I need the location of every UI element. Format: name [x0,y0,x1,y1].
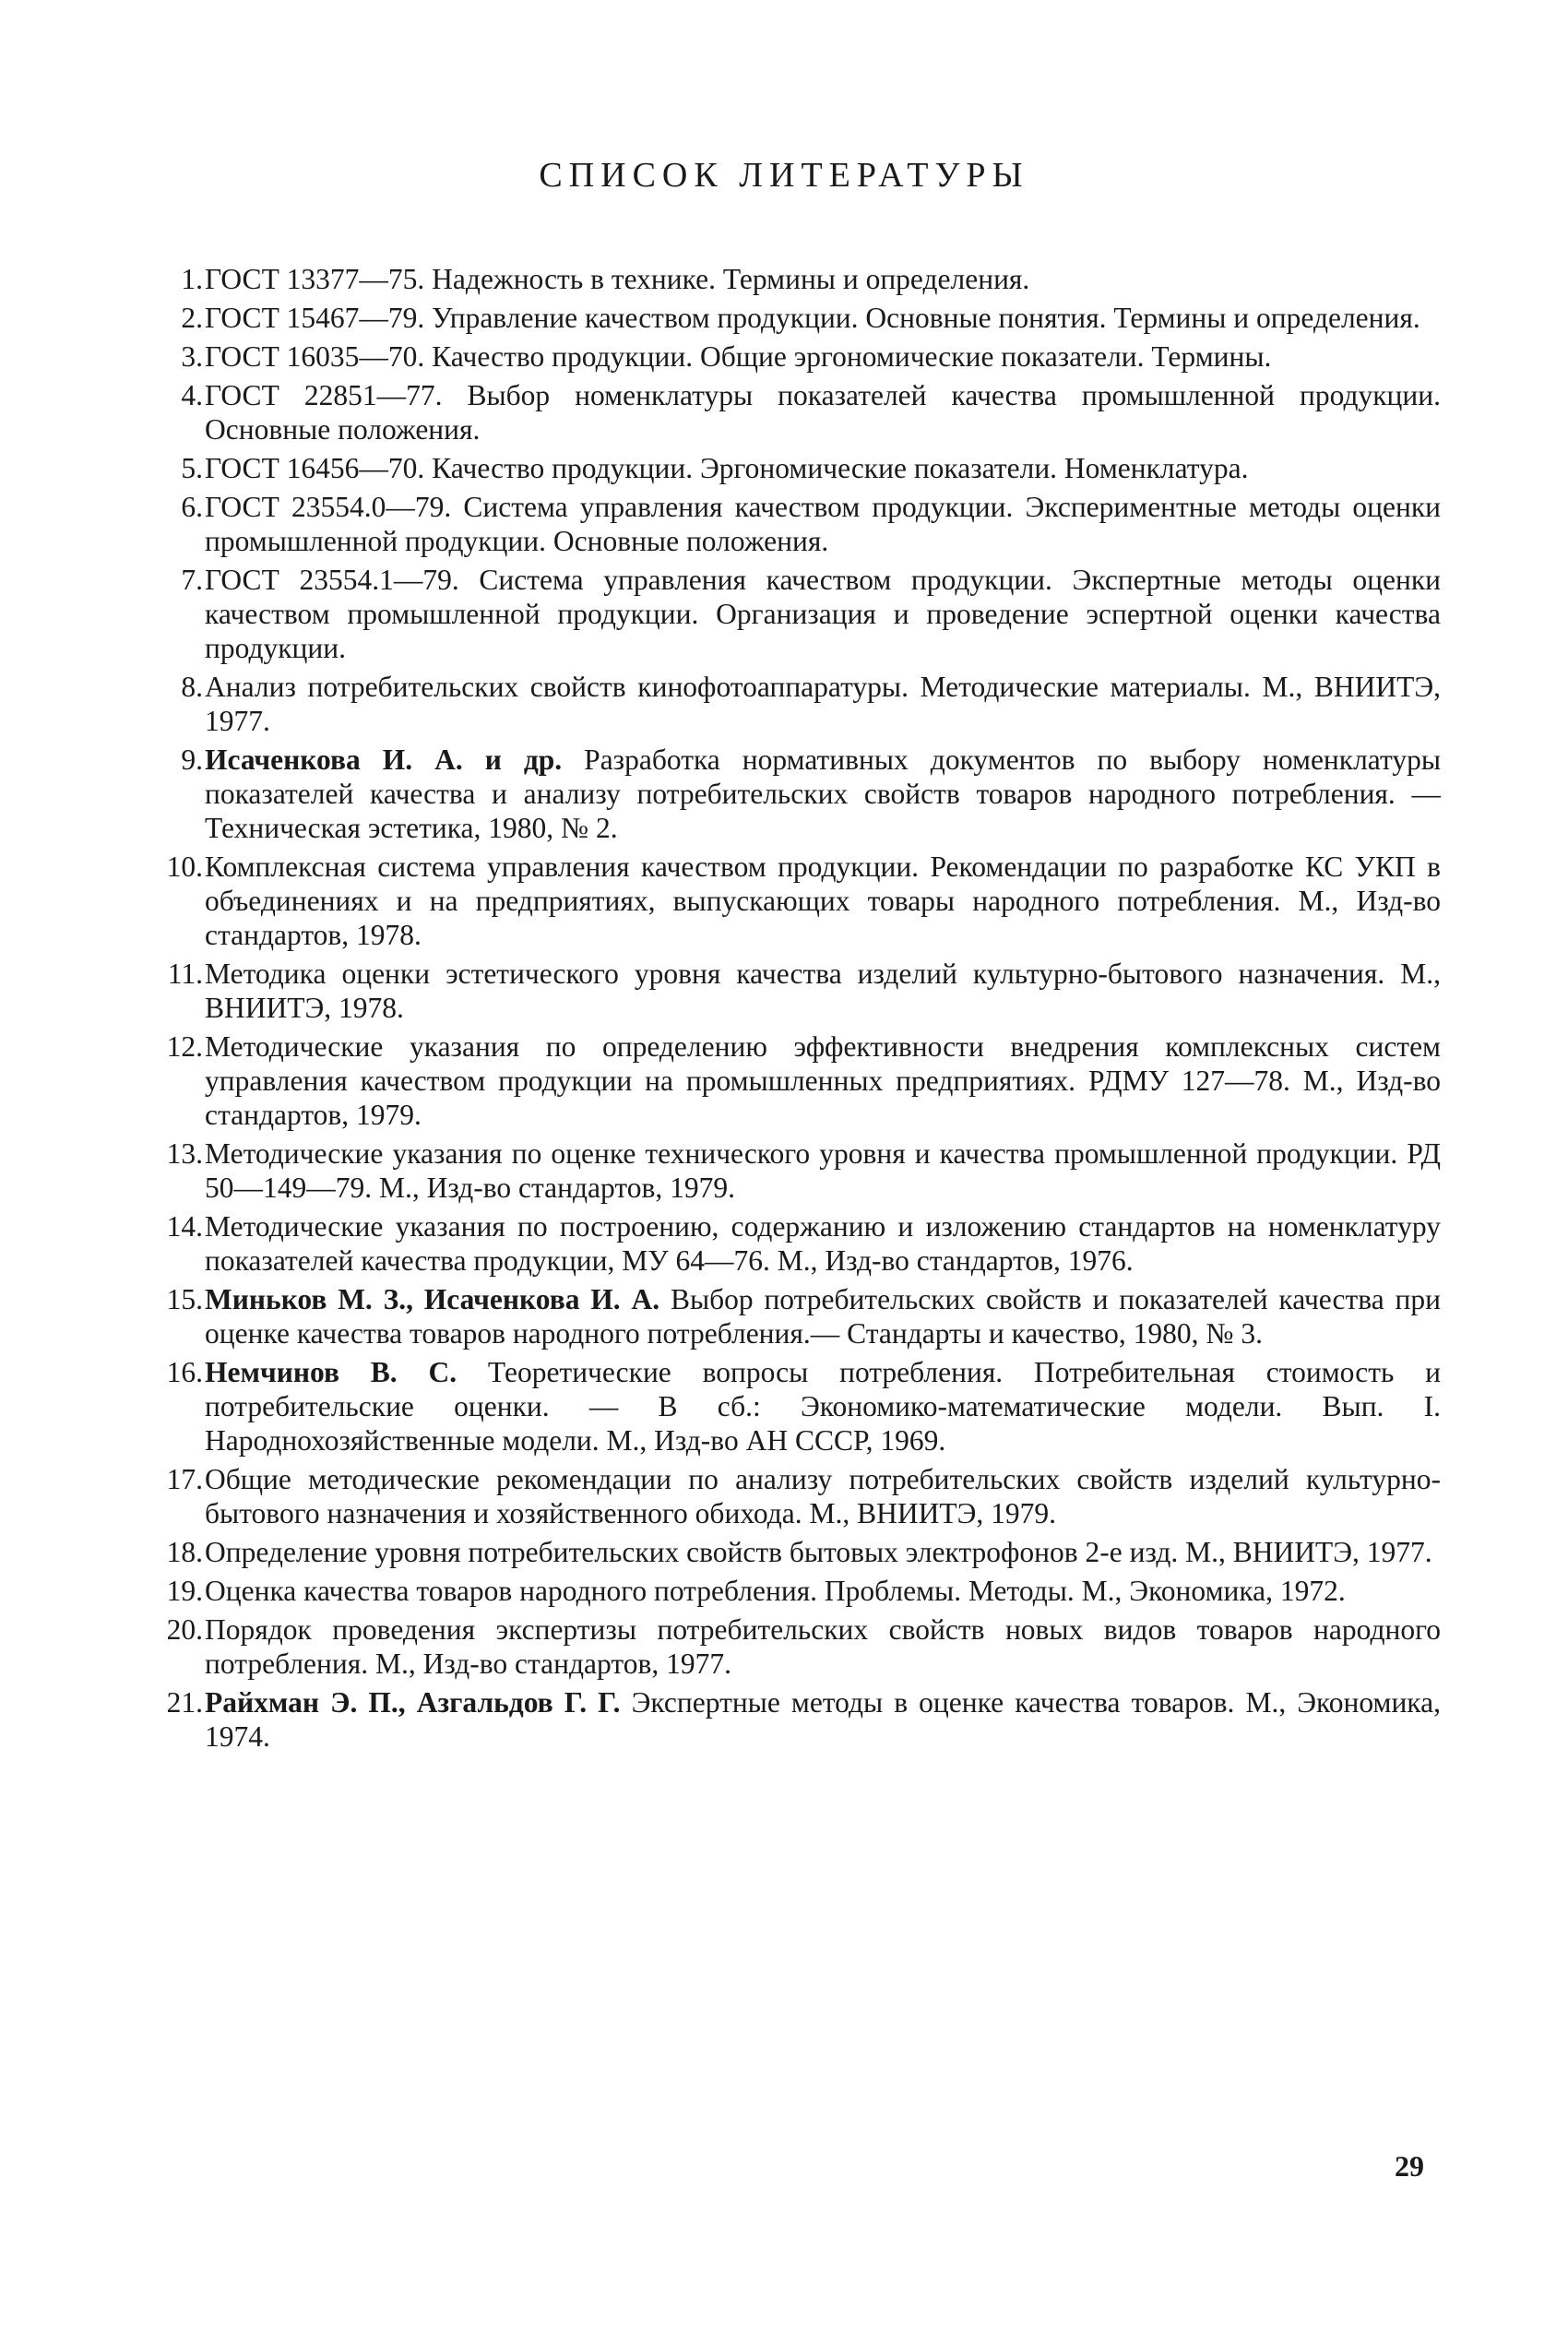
reference-text: Методические указания по оценке технического уровня и качества промышленной продукции. РД 50—149—79. М., Изд-во стандартов, 1979. [205,1137,1441,1204]
reference-item [162,1209,1441,1278]
reference-number: 9. [181,744,203,776]
reference-authors: Райхман Э. П., Азгальдов Г. Г. [205,1686,621,1719]
reference-text: Методические указания по определению эффективности внедрения комплексных систем управления качеством продукции на промышленных предприятиях. РДМУ 127—78. М., Изд-во стандартов, 1979. [205,1030,1441,1131]
reference-text: Оценка качества товаров народного потребления. Проблемы. Методы. М., Экономика, 1972. [205,1575,1346,1607]
reference-item [162,670,1441,738]
reference-number: 7. [181,564,203,596]
reference-item [162,1535,1441,1569]
reference-number: 13. [166,1137,203,1170]
reference-number: 8. [181,671,203,703]
reference-item [162,378,1441,446]
reference-number: 2. [181,302,203,334]
reference-authors: Исаченкова И. А. и др. [205,744,563,776]
reference-text: ГОСТ 16456—70. Качество продукции. Эргономические показатели. Номенклатура. [205,452,1249,484]
reference-text: ГОСТ 15467—79. Управление качеством продукции. Основные понятия. Термины и определения. [205,302,1420,334]
reference-number: 18. [166,1536,203,1568]
reference-number: 17. [166,1463,203,1495]
reference-item [162,451,1441,485]
reference-text: ГОСТ 16035—70. Качество продукции. Общие эргономические показатели. Термины. [205,340,1272,373]
reference-number: 5. [181,452,203,484]
reference-item [162,301,1441,335]
reference-item [162,1685,1441,1754]
reference-text: Анализ потребительских свойств кинофотоаппаратуры. Методические материалы. М., ВНИИТЭ, 1977. [205,671,1441,737]
reference-authors: Немчинов В. С. [205,1356,457,1388]
reference-text: Теоретические вопросы потребления. Потребительная стоимость и потребительские оценки. — В сб.: Экономико-математические модели. Вып. I. Народнохозяйственные модели. М., Изд-во АН СССР, 1969. [205,1356,1441,1457]
reference-text: Общие методические рекомендации по анализу потребительских свойств изделий культурно-бытового назначения и хозяйственного обихода. М., ВНИИТЭ, 1979. [205,1463,1441,1529]
reference-item [162,563,1441,665]
reference-text: Выбор потребительских свойств и показателей качества при оценке качества товаров народного потребления.— Стандарты и качество, 1980, № 3. [205,1283,1442,1350]
reference-number: 15. [166,1283,203,1315]
reference-number: 10. [166,851,203,883]
reference-number: 19. [166,1575,203,1607]
reference-number: 20. [166,1613,203,1646]
reference-number: 6. [181,491,203,523]
reference-number: 1. [181,263,203,295]
reference-item [162,1574,1441,1608]
reference-number: 12. [166,1030,203,1063]
reference-text: ГОСТ 13377—75. Надежность в технике. Термины и определения. [205,263,1030,295]
page-number: 29 [1395,2149,1424,2183]
reference-number: 14. [166,1210,203,1243]
reference-number: 3. [181,340,203,373]
reference-number: 4. [181,379,203,411]
reference-text: Комплексная система управления качеством продукции. Рекомендации по разработке КС УКП в объединениях и на предприятиях, выпускающих товары народного потребления. М., Изд-во стандартов, 1978. [205,851,1441,951]
reference-item [162,262,1441,296]
reference-number: 11. [167,958,203,990]
reference-list [162,262,1441,1758]
page-title: СПИСОК ЛИТЕРАТУРЫ [539,156,1029,195]
reference-item [162,1462,1441,1530]
reference-number: 21. [166,1686,203,1719]
reference-item [162,1612,1441,1681]
reference-item [162,490,1441,558]
reference-text: Методика оценки эстетического уровня качества изделий культурно-бытового назначения. М., ВНИИТЭ, 1978. [205,958,1441,1024]
reference-text: ГОСТ 23554.1—79. Система управления качеством продукции. Экспертные методы оценки качеством промышленной продукции. Организация и проведение эспертной оценки качества продукции. [205,564,1441,664]
reference-text: Определение уровня потребительских свойств бытовых электрофонов 2-е изд. М., ВНИИТЭ, 1977. [205,1536,1432,1568]
reference-item [162,339,1441,374]
reference-text: Порядок проведения экспертизы потребительских свойств новых видов товаров народного потребления. М., Изд-во стандартов, 1977. [205,1613,1441,1680]
reference-item [162,1282,1441,1350]
reference-text: ГОСТ 23554.0—79. Система управления качеством продукции. Экспериментные методы оценки промышленной продукции. Основные положения. [205,491,1441,557]
reference-item [162,850,1441,952]
reference-item [162,1355,1441,1458]
reference-text: Методические указания по построению, содержанию и изложению стандартов на номенклатуру показателей качества продукции, МУ 64—76. М., Изд-во стандартов, 1976. [205,1210,1441,1277]
reference-item [162,1029,1441,1132]
reference-item [162,743,1441,845]
reference-number: 16. [166,1356,203,1388]
reference-text: Разработка нормативных документов по выбору номенклатуры показателей качества и анализу потребительских свойств товаров народного потребления. — Техническая эстетика, 1980, № 2. [205,744,1441,844]
reference-item [162,1136,1441,1205]
reference-authors: Миньков М. З., Исаченкова И. А. [205,1283,660,1315]
reference-item [162,957,1441,1025]
reference-text: Экспертные методы в оценке качества товаров. М., Экономика, 1974. [205,1686,1441,1753]
reference-text: ГОСТ 22851—77. Выбор номенклатуры показателей качества промышленной продукции. Основные положения. [205,379,1441,446]
